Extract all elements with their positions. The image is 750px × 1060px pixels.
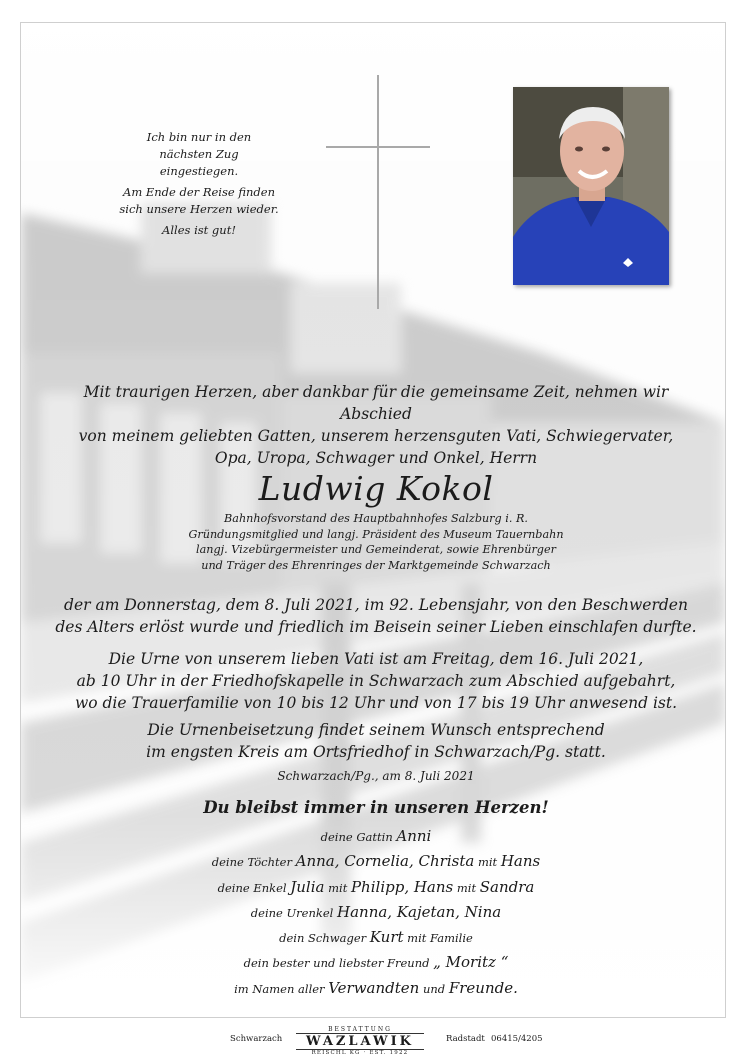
family-row [20, 823, 726, 848]
family-name: Julia [290, 877, 325, 896]
family-relation: im Namen aller [234, 981, 329, 996]
family-relation: mit Familie [403, 931, 473, 946]
title-line: langj. Vizebürgermeister und Gemeinderat, sowie Ehrenbürger [196, 543, 556, 556]
motto: Du bleibst immer in unseren Herzen! [203, 798, 549, 817]
family-relation: dein Schwager [279, 931, 370, 946]
footer-right-place: Radstadt [446, 1034, 485, 1044]
family-name: Anni [396, 827, 432, 845]
family-relation: mit [474, 855, 501, 870]
logo-top-text: BESTATTUNG [328, 1026, 392, 1033]
poem [119, 129, 279, 243]
family-relation: mit [453, 880, 480, 895]
paragraph-line: wo die Trauerfamilie von 10 bis 12 Uhr und von 17 bis 19 Uhr anwesend ist. [74, 694, 678, 712]
poem-line: Ich bin nur in den [146, 130, 252, 144]
family-name: Hanna, Kajetan, Nina [337, 902, 502, 921]
deceased-name: Ludwig Kokol [258, 469, 494, 508]
family-name: Freunde. [448, 978, 518, 997]
family-name: Anna, Cornelia, Christa [295, 852, 475, 871]
family-relation: dein bester und liebster Freund [243, 956, 434, 971]
title-line: und Träger des Ehrenringes der Marktgemeinde Schwarzach [201, 558, 551, 572]
title-line: Gründungsmitglied und langj. Präsident des Museum Tauernbahn [188, 527, 564, 541]
paragraph-line: ab 10 Uhr in der Friedhofskapelle in Schwarzach zum Abschied aufgebahrt, [76, 672, 676, 690]
place-date: Schwarzach/Pg., am 8. Juli 2021 [277, 769, 475, 783]
funeral-home-logo [296, 1024, 424, 1056]
footer-phone: 06415/4205 [491, 1034, 543, 1044]
cross-icon [377, 75, 379, 309]
family-name: Hans [500, 852, 541, 871]
family-relation: und [419, 981, 449, 996]
footer-left-place: Schwarzach [230, 1034, 283, 1044]
death-paragraph [41, 594, 711, 638]
logo-sub-text: REISCHL KG · EST. 1922 [311, 1050, 409, 1056]
poem-line: sich unsere Herzen wieder. [119, 202, 279, 216]
paragraph-line: der am Donnerstag, dem 8. Juli 2021, im 92. Lebensjahr, von den Beschwerden [64, 596, 688, 614]
paragraph-line: im engsten Kreis am Ortsfriedhof in Schwarzach/Pg. statt. [146, 743, 606, 761]
cross-icon-bar [326, 146, 430, 148]
title-line: Bahnhofsvorstand des Hauptbahnhofes Salzburg i. R. [224, 512, 528, 525]
family-row [20, 924, 726, 949]
family-list [20, 823, 726, 1000]
urn-paragraph [41, 648, 711, 714]
intro-line: von meinem geliebten Gatten, unserem herzensguten Vati, Schwiegervater, [78, 427, 674, 445]
family-row [20, 949, 726, 974]
poem-stanza-1 [119, 129, 279, 180]
family-relation: deine Urenkel [250, 905, 338, 920]
poem-line: nächsten Zug eingestiegen. [159, 147, 239, 178]
family-name: „ Moritz “ [433, 953, 509, 972]
logo-main-text: WAZLAWIK [296, 1033, 424, 1050]
paragraph-line: Die Urne von unserem lieben Vati ist am Freitag, dem 16. Juli 2021, [108, 650, 644, 668]
family-row [20, 899, 726, 924]
poem-line: Alles ist gut! [162, 223, 236, 237]
family-name: Sandra [479, 877, 535, 896]
intro-line: Mit traurigen Herzen, aber dankbar für die gemeinsame Zeit, nehmen wir Abschied [83, 383, 669, 423]
family-row [20, 975, 726, 1000]
family-relation: deine Enkel [217, 880, 291, 895]
family-name: Philipp, Hans [350, 877, 454, 896]
paragraph-line: Die Urnenbeisetzung findet seinem Wunsch entsprechend [147, 721, 605, 739]
obituary-card [20, 22, 726, 1018]
family-row [20, 848, 726, 873]
burial-paragraph [41, 719, 711, 763]
family-relation: deine Töchter [211, 855, 296, 870]
family-relation: mit [324, 880, 351, 895]
family-name: Verwandten [328, 978, 420, 997]
poem-stanza-2 [119, 184, 279, 218]
portrait-photo [513, 87, 669, 285]
poem-line: Am Ende der Reise finden [123, 185, 275, 199]
intro-line: Opa, Uropa, Schwager und Onkel, Herrn [214, 449, 538, 467]
family-row [20, 874, 726, 899]
family-name: Kurt [369, 928, 404, 947]
paragraph-line: des Alters erlöst wurde und friedlich im Beisein seiner Lieben einschlafen durfte. [55, 618, 697, 636]
family-relation: deine Gattin [320, 830, 397, 844]
deceased-titles [131, 511, 621, 573]
intro-text [61, 381, 691, 469]
footer [0, 1022, 750, 1058]
poem-stanza-3 [119, 222, 279, 239]
